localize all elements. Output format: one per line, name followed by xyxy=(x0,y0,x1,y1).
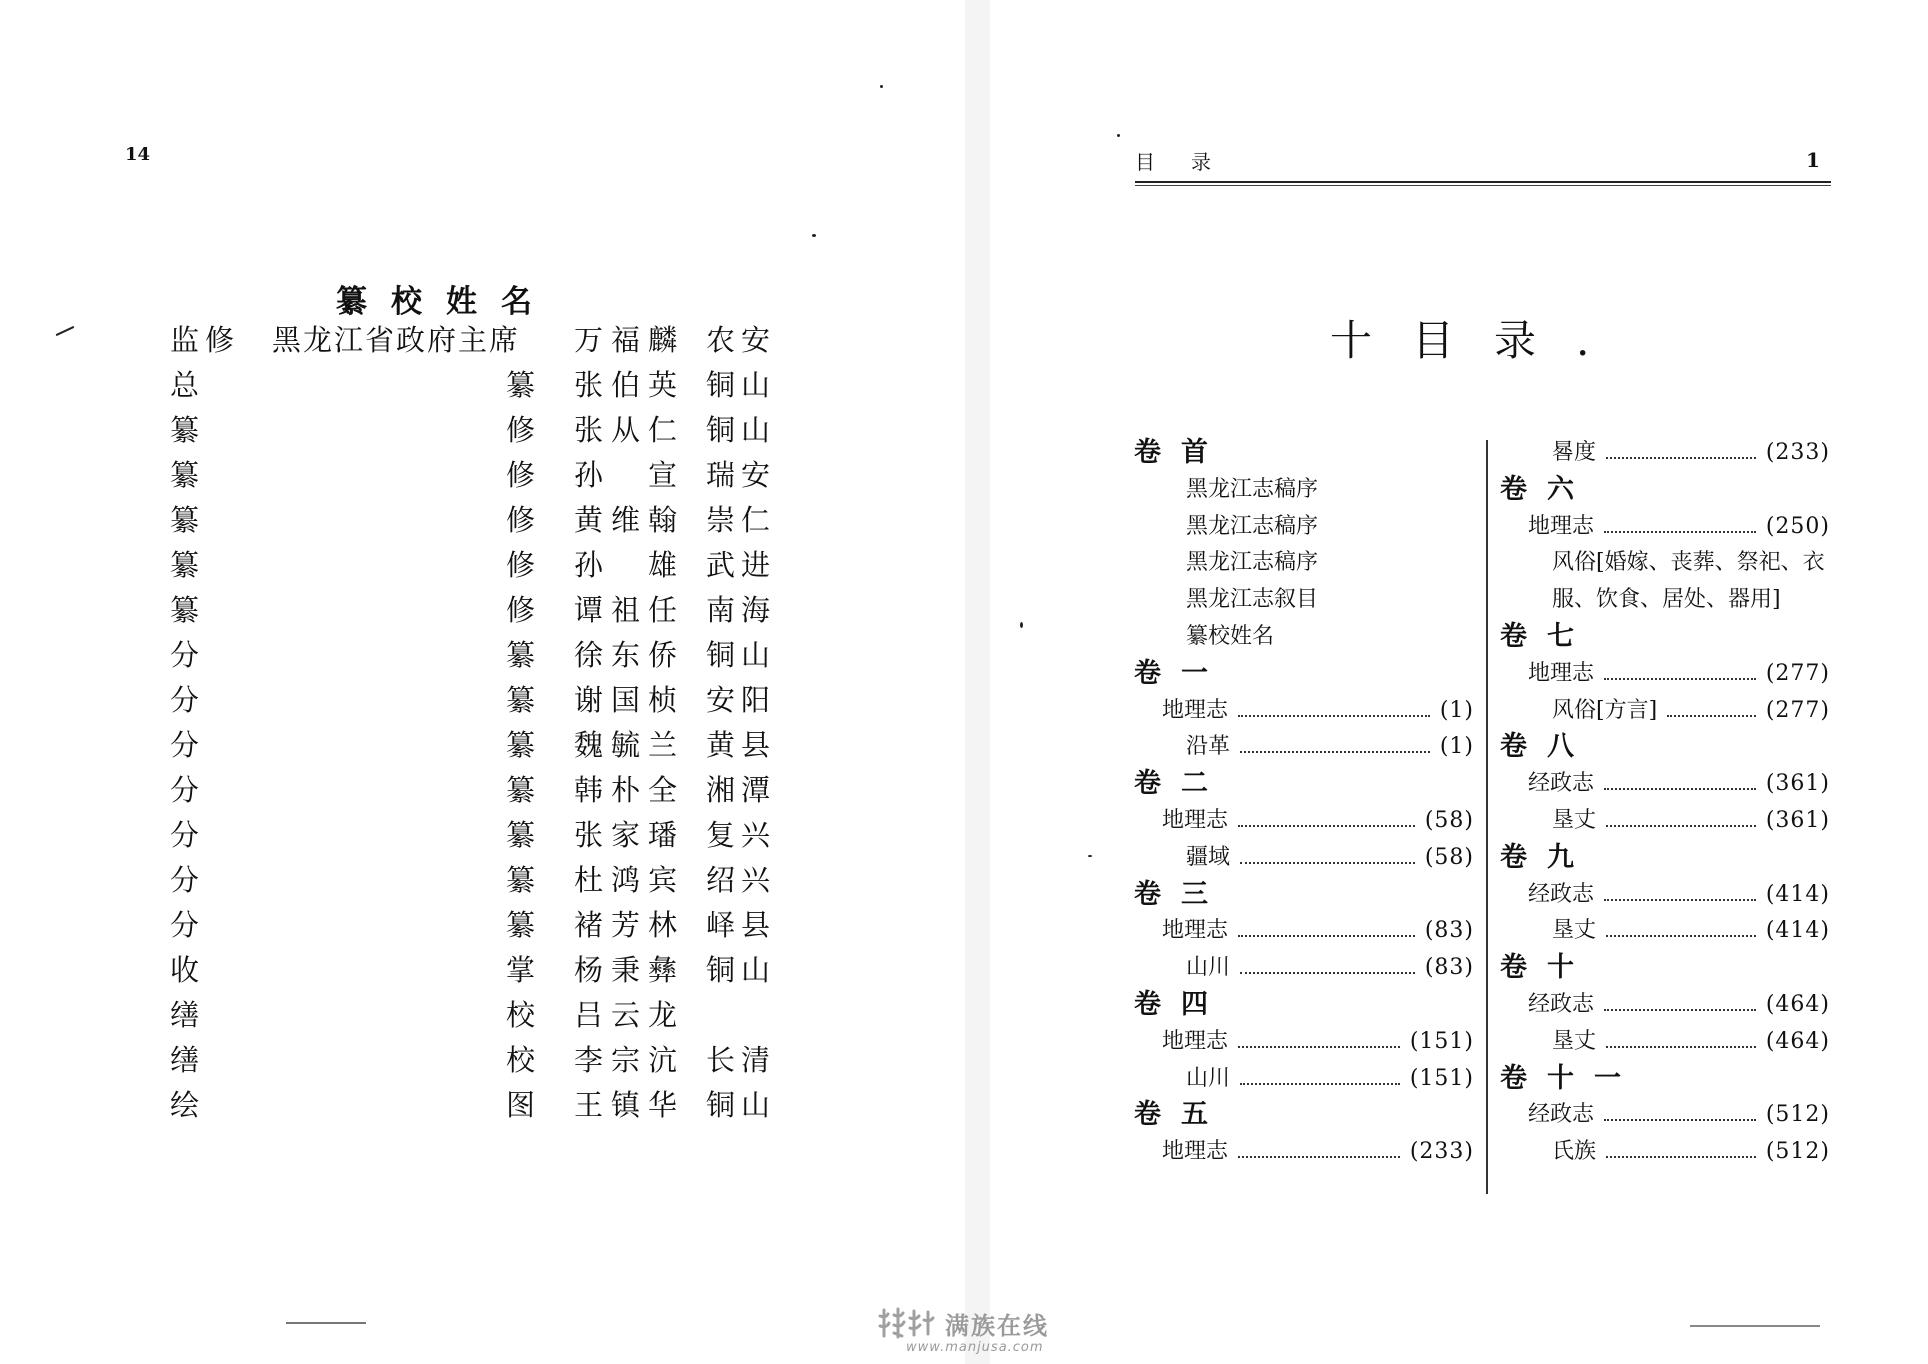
toc-entry-label: 地理志 xyxy=(1162,803,1228,840)
staff-org: 黑龙江省政府主席 xyxy=(272,323,521,357)
toc-entry xyxy=(1134,545,1474,582)
staff-role: 纂 xyxy=(170,503,206,537)
toc-entry xyxy=(1500,693,1830,730)
toc-entry xyxy=(1134,840,1474,877)
scan-speck xyxy=(1088,855,1092,857)
staff-duty: 掌 xyxy=(506,953,536,987)
toc-dot-leader xyxy=(1604,899,1756,901)
toc-page-ref: (1) xyxy=(1439,697,1474,723)
toc-page-ref: (58) xyxy=(1424,807,1474,833)
staff-role: 绘 xyxy=(170,1088,206,1122)
toc-page-ref: (512) xyxy=(1765,1102,1830,1128)
toc-dot-leader xyxy=(1604,1009,1756,1011)
staff-role: 分 xyxy=(170,638,206,672)
toc-page-ref: (233) xyxy=(1765,440,1830,465)
toc-entry xyxy=(1134,950,1474,987)
toc-volume-heading xyxy=(1134,435,1474,472)
staff-name: 万福麟 xyxy=(574,323,686,357)
staff-role: 分 xyxy=(170,818,206,852)
staff-name: 孙 宣 xyxy=(574,458,686,492)
toc-volume-heading xyxy=(1134,656,1474,693)
toc-entry xyxy=(1134,803,1474,840)
staff-role: 缮 xyxy=(170,1043,206,1077)
staff-duty: 纂 xyxy=(506,683,536,717)
toc-dot-leader xyxy=(1606,825,1756,827)
toc-entry xyxy=(1134,1134,1474,1171)
staff-duty: 纂 xyxy=(506,773,536,807)
staff-place: 安阳 xyxy=(706,683,777,717)
toc-entry-label: 地理志 xyxy=(1528,509,1594,546)
toc-volume-heading xyxy=(1134,987,1474,1024)
staff-name: 张家璠 xyxy=(574,818,686,852)
toc-page-ref: (233) xyxy=(1409,1139,1474,1165)
toc-entry-label: 卷三 xyxy=(1134,877,1228,914)
toc-dot-leader xyxy=(1604,1119,1756,1121)
toc-volume-heading xyxy=(1500,729,1830,766)
staff-place: 农安 xyxy=(706,323,777,357)
staff-place: 铜山 xyxy=(706,638,777,672)
staff-duty: 纂 xyxy=(506,908,536,942)
toc-entry xyxy=(1134,509,1474,546)
toc-page-ref: (151) xyxy=(1409,1028,1474,1054)
toc-volume-heading xyxy=(1500,472,1830,509)
page-number-left: 14 xyxy=(125,144,151,165)
toc-page-ref: (151) xyxy=(1409,1065,1474,1091)
staff-name: 张伯英 xyxy=(574,368,686,402)
toc-entry-label: 卷八 xyxy=(1500,729,1594,766)
scan-speck xyxy=(1690,1325,1820,1327)
toc-title: 十目录. xyxy=(1330,316,1630,365)
staff-duty: 修 xyxy=(506,593,536,627)
toc-entry-label: 黑龙江志叙目 xyxy=(1186,582,1318,619)
toc-entry-label: 黑龙江志稿序 xyxy=(1186,545,1318,582)
staff-place: 湘潭 xyxy=(706,773,777,807)
staff-duty: 修 xyxy=(506,548,536,582)
toc-entry-label: 卷首 xyxy=(1134,435,1228,472)
toc-dot-leader xyxy=(1238,1046,1400,1048)
staff-duty: 纂 xyxy=(506,863,536,897)
staff-name: 谢国桢 xyxy=(574,683,686,717)
toc-entry-label: 黑龙江志稿序 xyxy=(1186,472,1318,509)
staff-duty: 修 xyxy=(506,458,536,492)
toc-page-ref: (83) xyxy=(1424,955,1474,981)
toc-entry xyxy=(1134,729,1474,766)
watermark-logo-icon xyxy=(878,1306,938,1340)
toc-dot-leader xyxy=(1238,715,1430,717)
toc-page-ref: (464) xyxy=(1765,991,1830,1017)
staff-place: 铜山 xyxy=(706,1088,777,1122)
toc-entry xyxy=(1500,1024,1830,1061)
toc-entry-label: 经政志 xyxy=(1528,1097,1594,1134)
staff-name: 杜鸿宾 xyxy=(574,863,686,897)
toc-dot-leader xyxy=(1238,935,1415,937)
toc-dot-leader xyxy=(1667,715,1756,717)
toc-entry-label: 垦丈 xyxy=(1552,1024,1596,1061)
toc-page-ref: (277) xyxy=(1765,697,1830,723)
staff-role: 缮 xyxy=(170,998,206,1032)
toc-entry xyxy=(1500,877,1830,914)
staff-name: 韩朴全 xyxy=(574,773,686,807)
staff-name: 褚芳林 xyxy=(574,908,686,942)
watermark-url: www.manjusa.com xyxy=(906,1340,1044,1355)
toc-page-ref: (250) xyxy=(1765,513,1830,539)
toc-page-ref: (361) xyxy=(1765,807,1830,833)
watermark-site-name: 满族在线 xyxy=(945,1312,1049,1340)
staff-place: 铜山 xyxy=(706,368,777,402)
toc-entry-label: 卷五 xyxy=(1134,1097,1228,1134)
toc-entry xyxy=(1134,619,1474,656)
toc-dot-leader xyxy=(1604,531,1756,533)
toc-volume-heading xyxy=(1134,766,1474,803)
column-divider xyxy=(1486,440,1488,1194)
toc-entry-label: 卷十一 xyxy=(1500,1061,1641,1098)
toc-page-ref: (414) xyxy=(1765,918,1830,944)
staff-name: 李宗沆 xyxy=(574,1043,686,1077)
staff-role: 分 xyxy=(170,683,206,717)
staff-name: 孙 雄 xyxy=(574,548,686,582)
staff-name: 吕云龙 xyxy=(574,998,686,1032)
staff-duty: 校 xyxy=(506,998,536,1032)
toc-dot-leader xyxy=(1240,751,1430,753)
toc-entry-label: 垦丈 xyxy=(1552,913,1596,950)
staff-role: 分 xyxy=(170,908,206,942)
toc-entry xyxy=(1134,693,1474,730)
staff-role: 收 xyxy=(170,953,206,987)
staff-duty: 纂 xyxy=(506,638,536,672)
toc-entry-label: 地理志 xyxy=(1528,656,1594,693)
toc-volume-heading xyxy=(1500,619,1830,656)
toc-entry-label: 疆域 xyxy=(1186,840,1230,877)
toc-volume-heading xyxy=(1500,1061,1830,1098)
toc-dot-leader xyxy=(1604,788,1756,790)
scan-speck xyxy=(1117,134,1120,137)
toc-entry-label: 垦丈 xyxy=(1552,803,1596,840)
toc-dot-leader xyxy=(1604,678,1756,680)
toc-page-ref: (361) xyxy=(1765,771,1830,797)
staff-place: 黄县 xyxy=(706,728,777,762)
toc-entry xyxy=(1500,545,1830,582)
toc-entry-label: 地理志 xyxy=(1162,913,1228,950)
staff-duty: 修 xyxy=(506,503,536,537)
staff-name: 黄维翰 xyxy=(574,503,686,537)
toc-page-ref: (414) xyxy=(1765,881,1830,907)
toc-entry-label: 黑龙江志稿序 xyxy=(1186,509,1318,546)
toc-entry xyxy=(1134,582,1474,619)
toc-page-ref: (277) xyxy=(1765,660,1830,686)
staff-place: 武进 xyxy=(706,548,777,582)
scan-speck xyxy=(286,1322,366,1324)
staff-place: 南海 xyxy=(706,593,777,627)
toc-page-ref: (58) xyxy=(1424,844,1474,870)
toc-entry-label: 晷度 xyxy=(1552,435,1596,472)
staff-role: 分 xyxy=(170,863,206,897)
staff-duty: 图 xyxy=(506,1088,536,1122)
staff-duty: 纂 xyxy=(506,368,536,402)
staff-role: 总 xyxy=(170,368,206,402)
staff-place: 铜山 xyxy=(706,953,777,987)
staff-duty: 纂 xyxy=(506,728,536,762)
staff-role: 纂 xyxy=(170,593,206,627)
staff-duty: 校 xyxy=(506,1043,536,1077)
toc-entry-label: 经政志 xyxy=(1528,877,1594,914)
header-rule-thin xyxy=(1135,185,1831,186)
toc-volume-heading xyxy=(1500,950,1830,987)
toc-entry-label: 山川 xyxy=(1186,1061,1230,1098)
toc-dot-leader xyxy=(1606,457,1756,459)
book-gutter xyxy=(965,0,990,1364)
toc-entry-label: 卷六 xyxy=(1500,472,1594,509)
staff-name: 张从仁 xyxy=(574,413,686,447)
toc-page-ref: (464) xyxy=(1765,1028,1830,1054)
staff-section-title: 纂校姓名 xyxy=(336,284,556,320)
toc-dot-leader xyxy=(1606,1046,1756,1048)
staff-place: 崇仁 xyxy=(706,503,777,537)
toc-entry-label: 沿革 xyxy=(1186,729,1230,766)
staff-name: 王镇华 xyxy=(574,1088,686,1122)
toc-entry xyxy=(1500,509,1830,546)
staff-place: 复兴 xyxy=(706,818,777,852)
toc-page-ref: (1) xyxy=(1439,734,1474,760)
toc-dot-leader xyxy=(1606,935,1756,937)
toc-entry-label: 风俗[婚嫁、丧葬、祭祀、衣 xyxy=(1552,545,1825,582)
toc-entry-label: 卷二 xyxy=(1134,766,1228,803)
toc-volume-heading xyxy=(1134,877,1474,914)
toc-entry-label: 卷九 xyxy=(1500,840,1594,877)
toc-entry xyxy=(1500,582,1830,619)
scan-speck xyxy=(812,234,816,237)
staff-place: 绍兴 xyxy=(706,863,777,897)
toc-entry xyxy=(1134,472,1474,509)
staff-role: 分 xyxy=(170,728,206,762)
toc-dot-leader xyxy=(1238,825,1415,827)
scan-speck xyxy=(880,85,883,88)
staff-name: 徐东侨 xyxy=(574,638,686,672)
toc-entry-label: 卷七 xyxy=(1500,619,1594,656)
staff-role: 纂 xyxy=(170,413,206,447)
staff-name: 魏毓兰 xyxy=(574,728,686,762)
scan-speck xyxy=(56,326,75,336)
staff-name: 杨秉彝 xyxy=(574,953,686,987)
toc-entry-label: 经政志 xyxy=(1528,766,1594,803)
toc-entry xyxy=(1134,913,1474,950)
toc-page-ref: (512) xyxy=(1765,1139,1830,1165)
staff-place: 瑞安 xyxy=(706,458,777,492)
toc-entry-label: 纂校姓名 xyxy=(1186,619,1274,656)
toc-entry-label: 风俗[方言] xyxy=(1552,693,1657,730)
staff-duty: 修 xyxy=(506,413,536,447)
toc-entry xyxy=(1134,1024,1474,1061)
staff-name: 谭祖任 xyxy=(574,593,686,627)
toc-entry xyxy=(1500,435,1830,472)
toc-entry xyxy=(1500,1134,1830,1171)
toc-dot-leader xyxy=(1240,1083,1400,1085)
toc-column-left xyxy=(1134,435,1474,1171)
toc-dot-leader xyxy=(1240,862,1415,864)
toc-entry xyxy=(1500,1097,1830,1134)
staff-role: 纂 xyxy=(170,548,206,582)
toc-entry xyxy=(1500,913,1830,950)
toc-entry xyxy=(1500,987,1830,1024)
toc-entry-label: 山川 xyxy=(1186,950,1230,987)
staff-place: 铜山 xyxy=(706,413,777,447)
toc-entry-label: 地理志 xyxy=(1162,1134,1228,1171)
staff-role: 纂 xyxy=(170,458,206,492)
scan-speck xyxy=(1020,622,1023,628)
toc-column-right xyxy=(1500,435,1830,1171)
toc-entry-label: 地理志 xyxy=(1162,1024,1228,1061)
toc-entry xyxy=(1500,803,1830,840)
running-header: 目录 xyxy=(1135,150,1247,174)
staff-duty: 纂 xyxy=(506,818,536,852)
toc-entry-label: 氏族 xyxy=(1552,1134,1596,1171)
toc-entry xyxy=(1500,656,1830,693)
toc-dot-leader xyxy=(1606,1156,1756,1158)
toc-dot-leader xyxy=(1240,972,1415,974)
staff-place: 峄县 xyxy=(706,908,777,942)
toc-entry-label: 卷四 xyxy=(1134,987,1228,1024)
header-rule xyxy=(1135,181,1831,183)
toc-entry xyxy=(1134,1061,1474,1098)
toc-entry-label: 服、饮食、居处、器用] xyxy=(1552,582,1781,619)
page-number-right: 1 xyxy=(1806,148,1820,172)
right-page xyxy=(990,0,1928,1364)
toc-entry-label: 地理志 xyxy=(1162,693,1228,730)
toc-volume-heading xyxy=(1500,840,1830,877)
staff-role: 监修 xyxy=(170,323,241,357)
staff-place: 长清 xyxy=(706,1043,777,1077)
toc-dot-leader xyxy=(1238,1156,1400,1158)
toc-volume-heading xyxy=(1134,1097,1474,1134)
staff-role: 分 xyxy=(170,773,206,807)
toc-entry-label: 卷十 xyxy=(1500,950,1594,987)
toc-entry-label: 卷一 xyxy=(1134,656,1228,693)
toc-entry xyxy=(1500,766,1830,803)
toc-entry-label: 经政志 xyxy=(1528,987,1594,1024)
toc-page-ref: (83) xyxy=(1424,918,1474,944)
